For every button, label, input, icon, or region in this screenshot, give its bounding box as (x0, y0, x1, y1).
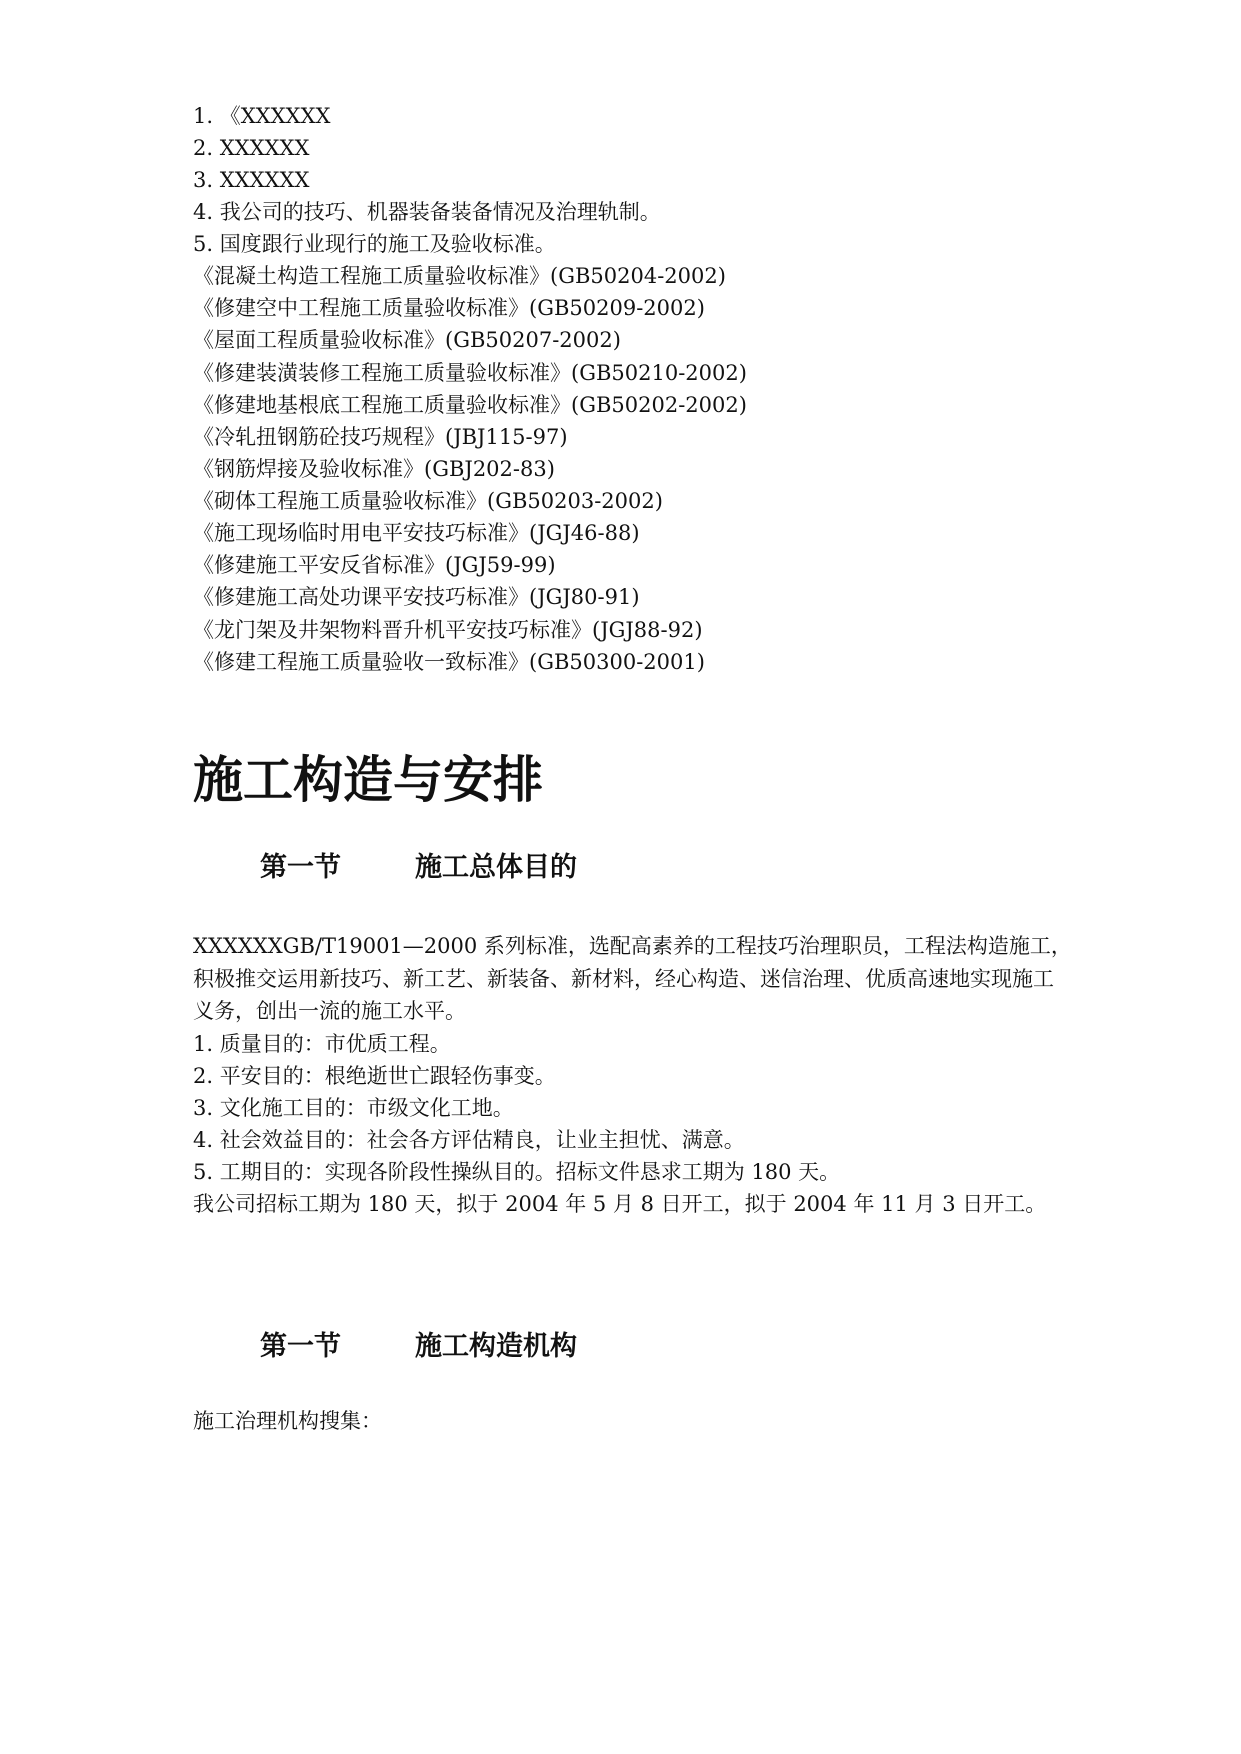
list-item: 《修建装潢装修工程施工质量验收标准》(GB50210-2002) (193, 361, 747, 385)
section-number: 第一节 (260, 1331, 341, 1362)
section-heading (260, 1327, 577, 1367)
list-item: 《混凝土构造工程施工质量验收标准》(GB50204-2002) (193, 264, 726, 288)
list-item: 《冷轧扭钢筋砼技巧规程》(JBJ115-97) (193, 425, 568, 449)
list-item: 3. XXXXXX (193, 168, 310, 192)
section-title: 施工总体目的 (415, 852, 577, 883)
section-heading (260, 848, 577, 888)
chapter-title: 施工构造与安排 (193, 751, 543, 809)
goal-item: 4. 社会效益目的：社会各方评估精良，让业主担忧、满意。 (193, 1128, 745, 1152)
section-number: 第一节 (260, 852, 341, 883)
goal-item: 3. 文化施工目的：市级文化工地。 (193, 1096, 514, 1120)
goal-item: 2. 平安目的：根绝逝世亡跟轻伤事变。 (193, 1064, 556, 1088)
list-item: 《修建施工高处功课平安技巧标准》(JGJ80-91) (193, 585, 640, 609)
list-item: 《龙门架及井架物料晋升机平安技巧标准》(JGJ88-92) (193, 618, 703, 642)
list-item: 《屋面工程质量验收标准》(GB50207-2002) (193, 328, 621, 352)
list-item: 4. 我公司的技巧、机器装备装备情况及治理轨制。 (193, 200, 661, 224)
list-item: 《修建施工平安反省标准》(JGJ59-99) (193, 553, 556, 577)
goal-item: 5. 工期目的：实现各阶段性操纵目的。招标文件恳求工期为 180 天。 (193, 1160, 841, 1184)
goal-item: 1. 质量目的：市优质工程。 (193, 1032, 451, 1056)
list-item: 《施工现场临时用电平安技巧标准》(JGJ46-88) (193, 521, 640, 545)
schedule-paragraph: 我公司招标工期为 180 天，拟于 2004 年 5 月 8 日开工，拟于 2004 年 11 月 3 日开工。 (193, 1192, 1047, 1216)
section-intro-paragraph: XXXXXXGB/T19001—2000 系列标准，选配高素养的工程技巧治理职员，工程法构造施工，积极推交运用新技巧、新工艺、新装备、新材料，经心构造、迷信治理、优质高速地实现施工义务，创出一流的施工水平。 (193, 934, 1072, 1023)
list-item: 2. XXXXXX (193, 136, 310, 160)
list-item: 《修建地基根底工程施工质量验收标准》(GB50202-2002) (193, 393, 747, 417)
list-item: 《钢筋焊接及验收标准》(GBJ202-83) (193, 457, 555, 481)
section-intro-paragraph: 施工治理机构搜集： (193, 1409, 382, 1433)
list-item: 《修建工程施工质量验收一致标准》(GB50300-2001) (193, 650, 705, 674)
section-title: 施工构造机构 (415, 1331, 577, 1362)
list-item: 《砌体工程施工质量验收标准》(GB50203-2002) (193, 489, 663, 513)
list-item: 1. 《XXXXXX (193, 104, 331, 128)
list-item: 5. 国度跟行业现行的施工及验收标准。 (193, 232, 556, 256)
list-item: 《修建空中工程施工质量验收标准》(GB50209-2002) (193, 296, 705, 320)
